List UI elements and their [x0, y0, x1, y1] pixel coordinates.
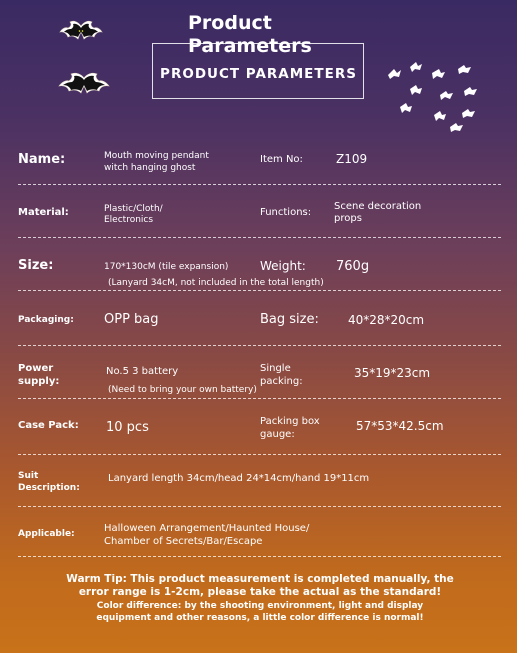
size-value: 170*130cM (tile expansion): [104, 262, 229, 272]
single-packing-label-line1: Single: [260, 363, 291, 374]
weight-value: 760g: [336, 259, 370, 274]
bat-icon: [380, 55, 490, 140]
functions-value-line1: Scene decoration: [334, 201, 422, 212]
item-no-value: Z109: [336, 152, 368, 166]
divider: [18, 398, 501, 399]
page-subtitle: PRODUCT PARAMETERS: [160, 66, 357, 82]
bag-size-label: Bag size:: [260, 312, 319, 327]
divider: [18, 556, 501, 557]
material-value-line1: Plastic/Cloth/: [104, 204, 163, 214]
page-title-line1: Product: [188, 12, 272, 34]
power-label-line2: supply:: [18, 376, 60, 387]
suit-label-line2: Description:: [18, 483, 80, 493]
divider: [18, 290, 501, 291]
bat-icon: [58, 18, 104, 48]
warm-tip-line1: Warm Tip: This product measurement is completed manually, the: [66, 573, 454, 585]
box-gauge-label-line2: gauge:: [260, 429, 295, 440]
power-note: (Need to bring your own battery): [108, 385, 257, 395]
material-value-line2: Electronics: [104, 215, 154, 225]
page-title-line2: Parameters: [188, 35, 312, 57]
size-note: (Lanyard 34cM, not included in the total length): [108, 278, 324, 288]
box-gauge-label-line1: Packing box: [260, 416, 320, 427]
applicable-value-line1: Halloween Arrangement/Haunted House/: [104, 523, 310, 534]
bat-icon: [58, 70, 110, 100]
item-no-label: Item No:: [260, 154, 303, 165]
divider: [18, 454, 501, 455]
bag-size-value: 40*28*20cm: [348, 313, 425, 327]
size-label: Size:: [18, 258, 54, 273]
divider: [18, 184, 501, 185]
name-label: Name:: [18, 152, 66, 167]
divider: [18, 506, 501, 507]
functions-value-line2: props: [334, 213, 362, 224]
suit-value: Lanyard length 34cm/head 24*14cm/hand 19*11cm: [108, 473, 370, 484]
applicable-value-line2: Chamber of Secrets/Bar/Escape: [104, 536, 263, 547]
power-label-line1: Power: [18, 363, 54, 374]
packaging-value: OPP bag: [104, 312, 159, 327]
warm-tip-line2: error range is 1-2cm, please take the actual as the standard!: [78, 586, 442, 598]
divider: [18, 345, 501, 346]
divider: [18, 237, 501, 238]
single-packing-value: 35*19*23cm: [354, 366, 431, 380]
material-label: Material:: [18, 207, 69, 218]
color-difference-line2: equipment and other reasons, a little color difference is normal!: [96, 613, 424, 623]
functions-label: Functions:: [260, 207, 312, 218]
box-gauge-value: 57*53*42.5cm: [356, 419, 444, 433]
power-value: No.5 3 battery: [106, 366, 179, 377]
suit-label-line1: Suit: [18, 471, 39, 481]
packaging-label: Packaging:: [18, 315, 74, 325]
single-packing-label-line2: packing:: [260, 376, 303, 387]
name-value-line2: witch hanging ghost: [104, 163, 196, 173]
applicable-label: Applicable:: [18, 529, 75, 539]
case-pack-label: Case Pack:: [18, 420, 79, 431]
weight-label: Weight:: [260, 259, 306, 273]
name-value-line1: Mouth moving pendant: [104, 151, 209, 161]
case-pack-value: 10 pcs: [106, 420, 149, 435]
color-difference-line1: Color difference: by the shooting environment, light and display: [96, 601, 424, 611]
